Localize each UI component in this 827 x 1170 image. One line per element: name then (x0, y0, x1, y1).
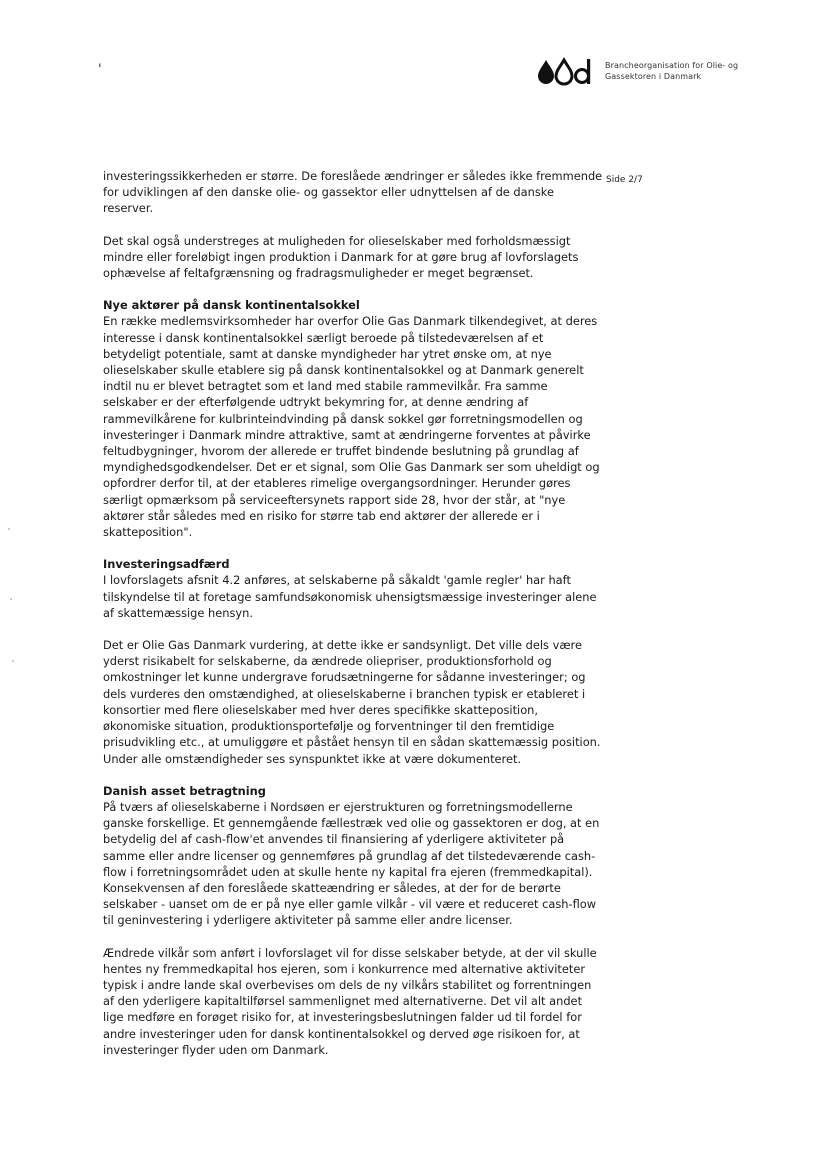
section-heading: Danish asset betragtning (103, 783, 266, 798)
paragraph: Det er Olie Gas Danmark vurdering, at dette ikke er sandsynligt. Det ville dels være yderst risikabelt for selskaberne, da ændrede oliepriser, produktionsforhold og omkostninger let kunne undergrave forudsætningerne for sådanne investeringer; og dels vurderes den omstændighed, at olieselskaberne i branchen typisk er etableret i konsortier med flere olieselskaber med hver deres specifikke skatteposition, økonomiske situation, produktionsportefølje og forventninger til den fremtidige prisudvikling etc., at umuliggøre et påstået hensyn til en sådan skattemæssig position. Under alle omstændigheder ses synspunktet ikke at være dokumenteret. (103, 638, 601, 766)
organization-name (605, 60, 738, 82)
stray-mark: ' (98, 62, 102, 77)
paragraph: I lovforslagets afsnit 4.2 anføres, at selskaberne på såkaldt 'gamle regler' har haft tilskyndelse til at foretage samfundsøkonomisk uhensigtsmæssige investeringer alene af skattemæssige hensyn. (103, 573, 597, 620)
paragraph: Ændrede vilkår som anført i lovforslaget vil for disse selskaber betyde, at der vil skulle hentes ny fremmedkapital hos ejeren, som i konkurrence med alternative aktiviteter typisk i andre lande skal overbevises om dels de ny vilkårs stabilitet og forrentningen af den yderligere kapitaltilførsel sammenlignet med alternativerne. Det vil alt andet lige medføre en forøget risiko for, at investeringsbeslutningen falder ud til fordel for andre investeringer uden for dansk kontinentalsokkel og derved øge risikoen for, at investeringer flyder uden om Danmark. (103, 945, 597, 1057)
paragraph: investeringssikkerheden er større. De foreslåede ændringer er således ikke fremmende for udviklingen af den danske olie- og gassektor eller udnyttelsen af de danske reserver. (103, 169, 603, 216)
section-heading: Nye aktører på dansk kontinentalsokkel (103, 298, 360, 313)
paragraph: En række medlemsvirksomheder har overfor Olie Gas Danmark tilkendegivet, at deres interesse i dansk kontinentalsokkel særligt beroede på tilstedeværelsen af et betydeligt potentiale, samt at danske myndigheder har ytret ønske om, at nye olieselskaber skulle etablere sig på dansk kontinentalsokkel og at Danmark generelt indtil nu er blevet betragtet som et land med stabile rammevilkår. Fra samme selskaber er der efterfølgende udtrykt bekymring for, at denne ændring af rammevilkårene for kulbrinteindvinding på dansk sokkel gør forretningsmodellen og investeringer i Danmark mindre attraktive, samt at ændringerne forventes at påvirke feltudbygninger, hvorom der allerede er truffet bindende beslutning på grundlag af myndighedsgodkendelser. Det er et signal, som Olie Gas Danmark ser som uheldigt og opfordrer derfor til, at der etableres rimelige overgangsordninger. Herunder gøres særligt opmærksom på serviceeftersynets rapport side 28, hvor der står, at "nye aktører står således med en risiko for større tab end aktører der allerede er i skatteposition". (103, 314, 600, 540)
section-heading: Investeringsadfærd (103, 557, 230, 572)
scan-artifact (12, 660, 14, 662)
scan-artifact (10, 598, 12, 600)
organization-name-line-2: Gassektoren i Danmark (605, 72, 702, 81)
scan-artifact (8, 528, 10, 530)
paragraph: Det skal også understreges at muligheden for olieselskaber med forholdsmæssigt mindre eller foreløbigt ingen produktion i Danmark for at gøre brug af lovforslagets ophævelse af feltafgrænsning og fradragsmuligheder er meget begrænset. (103, 233, 579, 281)
olie-gas-logo-icon (536, 56, 596, 86)
organization-name-line-1: Brancheorganisation for Olie- og (605, 61, 739, 70)
document-body (103, 168, 603, 1074)
page-number: Side 2/7 (606, 175, 643, 185)
paragraph: På tværs af olieselskaberne i Nordsøen er ejerstrukturen og forretningsmodellerne ganske forskellige. Et gennemgående fællestræk ved olie og gassektoren er dog, at en betydelig del af cash-flow'et anvendes til finansiering af yderligere aktiviteter på samme eller andre licenser og gennemføres på grundlag af det tilstedeværende cash-flow i forretningsområdet uden at skulle hente ny kapital fra ejeren (fremmedkapital). Konsekvensen af den foreslåede skatteændring er således, at der for de berørte selskaber - uanset om de er på nye eller gamle vilkår - vil være et reduceret cash-flow til geninvestering i yderligere aktiviteter på samme eller andre licenser. (103, 799, 600, 928)
